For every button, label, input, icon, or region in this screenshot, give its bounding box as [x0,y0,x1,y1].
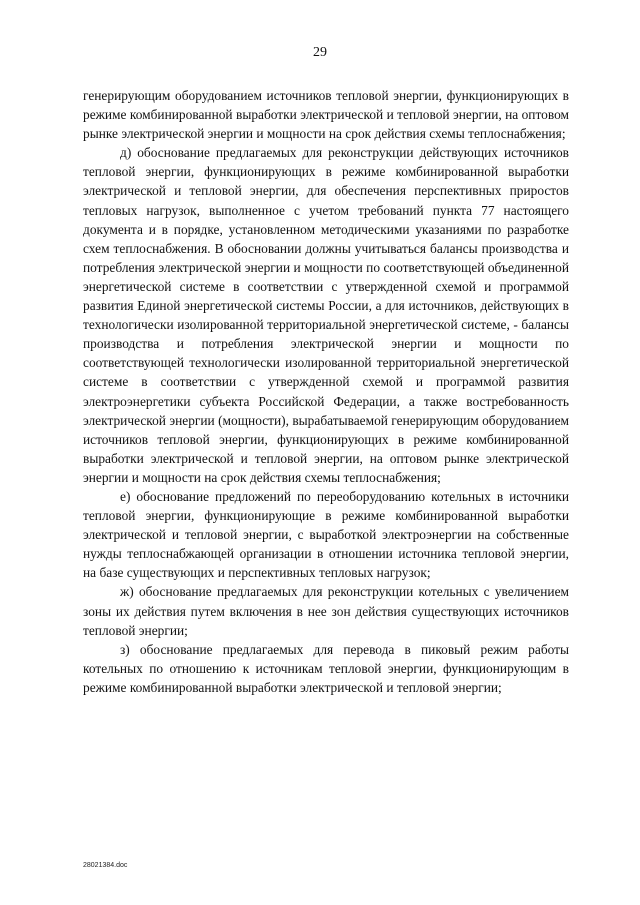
paragraph-e: е) обоснование предложений по переоборудованию котельных в источники тепловой энергии, функционирующие в режиме комбинированной выработки электрической и тепловой энергии, с выработкой электроэнергии на собственные нужды теплоснабжающей организации в отношении источника тепловой энергии, на базе существующих и перспективных тепловых нагрузок; [83,488,569,581]
body-text [83,86,569,697]
page-number: 29 [313,45,327,60]
footer-filename: 28021384.doc [83,862,128,869]
paragraph-z: з) обоснование предлагаемых для перевода в пиковый режим работы котельных по отношению к источникам тепловой энергии, функционирующим в режиме комбинированной выработки электрической и тепловой энергии; [83,641,569,695]
paragraph-d: д) обоснование предлагаемых для реконструкции действующих источников тепловой энергии, функционирующих в режиме комбинированной выработки электрической и тепловой энергии, для обеспечения перспективных приростов тепловых нагрузок, выполненное с учетом требований пункта 77 настоящего документа и в порядке, установленном методическими указаниями по разработке схем теплоснабжения. В обосновании должны учитываться балансы производства и потребления электрической энергии и мощности по соответствующей объединенной энергетической системе в соответствии с утвержденной схемой и программой развития Единой энергетической системы России, а для источников, действующих в технологически изолированной территориальной энергетической системе, - балансы производства и потребления электрической энергии и мощности по соответствующей технологически изолированной территориальной энергетической системе в соответствии с утвержденной схемой и программой развития электроэнергетики субъекта Российской Федерации, а также востребованность электрической энергии (мощности), вырабатываемой генерирующим оборудованием источников тепловой энергии, функционирующих в режиме комбинированной выработки электрической и тепловой энергии, на оптовом рынке электрической энергии и мощности на срок действия схемы теплоснабжения; [83,145,569,485]
paragraph-zh: ж) обоснование предлагаемых для реконструкции котельных с увеличением зоны их действия путем включения в нее зон действия существующих источников тепловой энергии; [83,584,569,638]
paragraph-continuation: генерирующим оборудованием источников тепловой энергии, функционирующих в режиме комбинированной выработки электрической и тепловой энергии, на оптовом рынке электрической энергии и мощности на срок действия схемы теплоснабжения; [83,88,569,142]
